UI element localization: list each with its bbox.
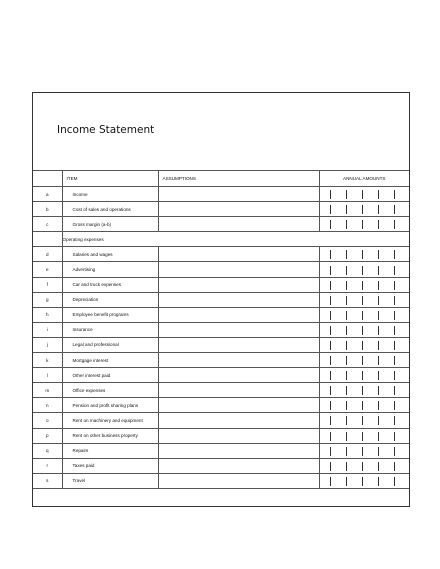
amount-divider	[362, 371, 363, 380]
amount-divider	[330, 326, 331, 335]
amount-divider	[378, 341, 379, 350]
amount-divider	[362, 281, 363, 290]
amount-divider	[346, 311, 347, 320]
row-code: f	[33, 277, 62, 292]
row-code: c	[33, 217, 62, 232]
amount-divider	[394, 326, 395, 335]
amount-divider	[346, 447, 347, 456]
annual-amounts-cell[interactable]	[319, 247, 409, 262]
amount-divider	[394, 356, 395, 365]
assumptions-cell[interactable]	[158, 187, 319, 202]
amount-column-dividers	[320, 263, 410, 277]
amount-divider	[394, 371, 395, 380]
table-row	[33, 307, 409, 322]
amount-divider	[330, 356, 331, 365]
amount-divider	[362, 266, 363, 275]
amount-column-dividers	[320, 323, 410, 337]
row-item-label: Repairs	[62, 443, 158, 458]
amount-divider	[330, 386, 331, 395]
income-statement-table	[33, 170, 409, 489]
row-item-label: Taxes paid	[62, 458, 158, 473]
income-statement-sheet	[32, 92, 410, 507]
row-code: l	[33, 368, 62, 383]
annual-amounts-cell[interactable]	[319, 353, 409, 368]
assumptions-cell[interactable]	[158, 428, 319, 443]
row-item-label: Income	[62, 187, 158, 202]
table-row	[33, 443, 409, 458]
amount-column-dividers	[320, 293, 410, 307]
amount-column-dividers	[320, 398, 410, 412]
assumptions-cell[interactable]	[158, 383, 319, 398]
amount-divider	[378, 326, 379, 335]
amount-column-dividers	[320, 429, 410, 443]
amount-divider	[394, 250, 395, 259]
header-code	[33, 171, 62, 187]
amount-divider	[346, 416, 347, 425]
amount-divider	[394, 220, 395, 229]
assumptions-cell[interactable]	[158, 443, 319, 458]
row-item-label: Travel	[62, 473, 158, 488]
annual-amounts-cell[interactable]	[319, 262, 409, 277]
amount-divider	[394, 341, 395, 350]
assumptions-cell[interactable]	[158, 337, 319, 352]
amount-divider	[362, 462, 363, 471]
amount-divider	[362, 356, 363, 365]
amount-divider	[346, 205, 347, 214]
amount-divider	[330, 416, 331, 425]
table-row	[33, 368, 409, 383]
amount-divider	[362, 190, 363, 199]
amount-divider	[330, 250, 331, 259]
amount-column-dividers	[320, 353, 410, 367]
annual-amounts-cell[interactable]	[319, 383, 409, 398]
table-row	[33, 413, 409, 428]
row-item-label: Salaries and wages	[62, 247, 158, 262]
amount-column-dividers	[320, 278, 410, 292]
row-code: q	[33, 443, 62, 458]
table-row	[33, 458, 409, 473]
amount-divider	[394, 401, 395, 410]
amount-divider	[330, 341, 331, 350]
amount-divider	[346, 462, 347, 471]
table-row	[33, 247, 409, 262]
amount-divider	[330, 190, 331, 199]
annual-amounts-cell[interactable]	[319, 322, 409, 337]
assumptions-cell[interactable]	[158, 413, 319, 428]
annual-amounts-cell[interactable]	[319, 202, 409, 217]
row-code: e	[33, 262, 62, 277]
row-item-label: Cost of sales and operations	[62, 202, 158, 217]
table-row	[33, 277, 409, 292]
amount-divider	[346, 401, 347, 410]
row-code: h	[33, 307, 62, 322]
amount-divider	[330, 477, 331, 486]
annual-amounts-cell[interactable]	[319, 277, 409, 292]
assumptions-cell[interactable]	[158, 353, 319, 368]
amount-divider	[362, 447, 363, 456]
amount-divider	[378, 281, 379, 290]
amount-divider	[330, 371, 331, 380]
assumptions-cell[interactable]	[158, 398, 319, 413]
assumptions-cell[interactable]	[158, 262, 319, 277]
assumptions-cell[interactable]	[158, 473, 319, 488]
amount-column-dividers	[320, 368, 410, 382]
amount-divider	[330, 432, 331, 441]
amount-divider	[330, 220, 331, 229]
amount-column-dividers	[320, 459, 410, 473]
annual-amounts-cell[interactable]	[319, 398, 409, 413]
amount-divider	[378, 371, 379, 380]
annual-amounts-cell[interactable]	[319, 307, 409, 322]
row-item-label: Legal and professional	[62, 337, 158, 352]
amount-divider	[330, 281, 331, 290]
amount-divider	[330, 311, 331, 320]
amount-divider	[346, 477, 347, 486]
amount-divider	[378, 220, 379, 229]
amount-divider	[378, 266, 379, 275]
row-code: g	[33, 292, 62, 307]
table-row	[33, 383, 409, 398]
header-item: ITEM	[62, 171, 158, 187]
amount-divider	[394, 311, 395, 320]
amount-divider	[378, 416, 379, 425]
row-code: a	[33, 187, 62, 202]
amount-divider	[346, 341, 347, 350]
amount-divider	[362, 326, 363, 335]
assumptions-cell[interactable]	[158, 458, 319, 473]
amount-divider	[378, 356, 379, 365]
amount-divider	[362, 432, 363, 441]
row-item-label: Insurance	[62, 322, 158, 337]
amount-column-dividers	[320, 308, 410, 322]
amount-divider	[378, 296, 379, 305]
row-code: d	[33, 247, 62, 262]
assumptions-cell[interactable]	[158, 368, 319, 383]
table-row	[33, 262, 409, 277]
amount-divider	[394, 416, 395, 425]
row-code: j	[33, 337, 62, 352]
amount-divider	[362, 386, 363, 395]
section-heading: Operating expenses	[62, 232, 409, 247]
table-row	[33, 217, 409, 232]
annual-amounts-cell[interactable]	[319, 428, 409, 443]
amount-divider	[394, 386, 395, 395]
row-item-label: Gross margin (a-b)	[62, 217, 158, 232]
amount-divider	[330, 266, 331, 275]
amount-divider	[346, 356, 347, 365]
table-header-row	[33, 171, 409, 187]
row-code: n	[33, 398, 62, 413]
annual-amounts-cell[interactable]	[319, 368, 409, 383]
amount-divider	[378, 432, 379, 441]
table-row	[33, 337, 409, 352]
annual-amounts-cell[interactable]	[319, 413, 409, 428]
row-code: m	[33, 383, 62, 398]
row-item-label: Mortgage interest	[62, 353, 158, 368]
row-item-label: Depreciation	[62, 292, 158, 307]
amount-divider	[330, 462, 331, 471]
amount-divider	[362, 205, 363, 214]
amount-divider	[378, 462, 379, 471]
header-annual-amounts: ANNUAL AMOUNTS	[319, 171, 409, 187]
row-code: s	[33, 473, 62, 488]
amount-divider	[362, 250, 363, 259]
row-item-label: Pension and profit sharing plans	[62, 398, 158, 413]
assumptions-cell[interactable]	[158, 247, 319, 262]
amount-column-dividers	[320, 187, 410, 201]
amount-divider	[330, 401, 331, 410]
annual-amounts-cell[interactable]	[319, 292, 409, 307]
amount-divider	[330, 447, 331, 456]
amount-divider	[394, 266, 395, 275]
row-code: k	[33, 353, 62, 368]
annual-amounts-cell[interactable]	[319, 458, 409, 473]
amount-column-dividers	[320, 444, 410, 458]
amount-divider	[346, 220, 347, 229]
amount-column-dividers	[320, 383, 410, 397]
table-row	[33, 473, 409, 488]
row-item-label: Advertising	[62, 262, 158, 277]
page-title: Income Statement	[57, 124, 155, 136]
amount-divider	[362, 477, 363, 486]
amount-divider	[378, 401, 379, 410]
amount-divider	[394, 296, 395, 305]
row-item-label: Employee benefit programs	[62, 307, 158, 322]
amount-column-dividers	[320, 217, 410, 231]
table-row	[33, 292, 409, 307]
amount-divider	[394, 462, 395, 471]
table-row	[33, 398, 409, 413]
amount-divider	[362, 416, 363, 425]
row-item-label: Other interest paid	[62, 368, 158, 383]
amount-divider	[362, 341, 363, 350]
annual-amounts-cell[interactable]	[319, 443, 409, 458]
amount-divider	[346, 190, 347, 199]
row-item-label: Office expenses	[62, 383, 158, 398]
annual-amounts-cell[interactable]	[319, 473, 409, 488]
assumptions-cell[interactable]	[158, 217, 319, 232]
amount-divider	[394, 447, 395, 456]
amount-column-dividers	[320, 338, 410, 352]
amount-divider	[346, 432, 347, 441]
amount-divider	[346, 250, 347, 259]
amount-divider	[378, 311, 379, 320]
amount-column-dividers	[320, 413, 410, 427]
row-item-label: Rent on machinery and equipment	[62, 413, 158, 428]
amount-divider	[378, 477, 379, 486]
amount-divider	[394, 281, 395, 290]
amount-divider	[346, 371, 347, 380]
amount-divider	[394, 205, 395, 214]
annual-amounts-cell[interactable]	[319, 187, 409, 202]
amount-divider	[394, 432, 395, 441]
table-row	[33, 428, 409, 443]
table-row	[33, 322, 409, 337]
table-row	[33, 232, 409, 247]
assumptions-cell[interactable]	[158, 202, 319, 217]
row-item-label: Car and truck expenses	[62, 277, 158, 292]
amount-divider	[394, 190, 395, 199]
assumptions-cell[interactable]	[158, 307, 319, 322]
amount-column-dividers	[320, 474, 410, 488]
table-row	[33, 202, 409, 217]
amount-divider	[378, 205, 379, 214]
amount-divider	[362, 401, 363, 410]
row-code: r	[33, 458, 62, 473]
row-code: o	[33, 413, 62, 428]
amount-divider	[378, 386, 379, 395]
amount-divider	[346, 296, 347, 305]
row-code: p	[33, 428, 62, 443]
table-row	[33, 353, 409, 368]
amount-divider	[346, 326, 347, 335]
row-code: i	[33, 322, 62, 337]
amount-divider	[394, 477, 395, 486]
annual-amounts-cell[interactable]	[319, 337, 409, 352]
amount-divider	[330, 205, 331, 214]
amount-divider	[362, 311, 363, 320]
amount-divider	[346, 281, 347, 290]
row-code: b	[33, 202, 62, 217]
amount-divider	[362, 220, 363, 229]
amount-divider	[378, 190, 379, 199]
header-assumptions: ASSUMPTIONS	[158, 171, 319, 187]
amount-divider	[330, 296, 331, 305]
row-item-label: Rent on other business property	[62, 428, 158, 443]
amount-column-dividers	[320, 247, 410, 261]
assumptions-cell[interactable]	[158, 277, 319, 292]
assumptions-cell[interactable]	[158, 292, 319, 307]
amount-divider	[346, 386, 347, 395]
row-code	[33, 232, 62, 247]
amount-divider	[378, 447, 379, 456]
assumptions-cell[interactable]	[158, 322, 319, 337]
amount-column-dividers	[320, 202, 410, 216]
annual-amounts-cell[interactable]	[319, 217, 409, 232]
table-row	[33, 187, 409, 202]
amount-divider	[362, 296, 363, 305]
amount-divider	[378, 250, 379, 259]
amount-divider	[346, 266, 347, 275]
